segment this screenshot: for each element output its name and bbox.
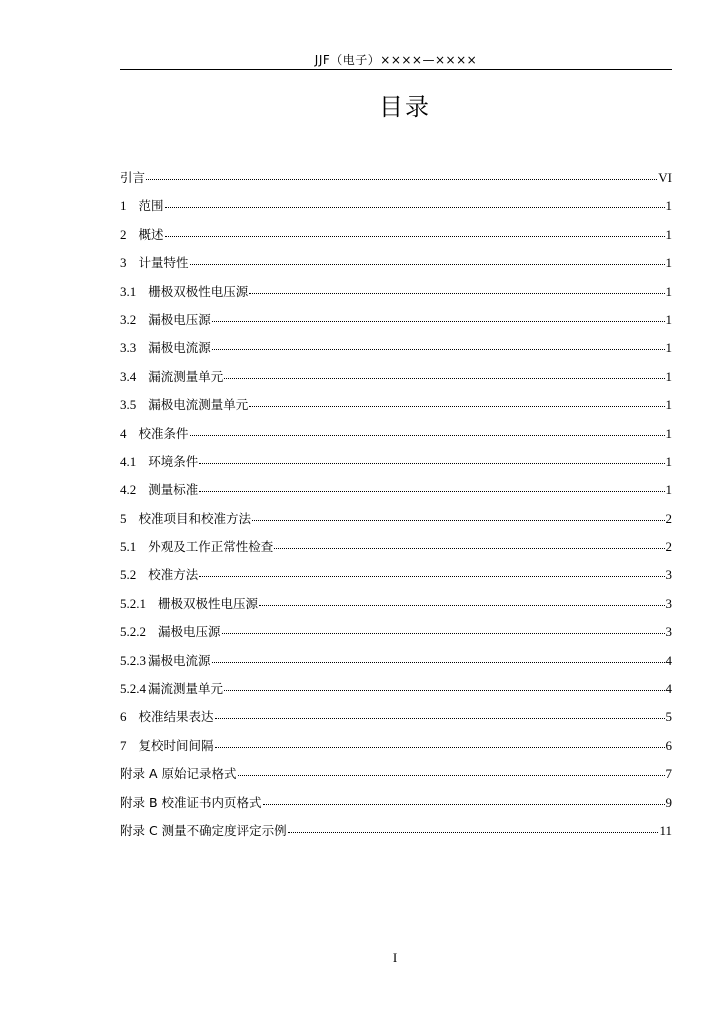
toc-entry-number: 1 [120, 198, 127, 214]
toc-entry-title: 漏极电压源 [158, 624, 221, 640]
toc-entry-page: 1 [665, 283, 672, 299]
toc-entry-title: 漏极电流源 [148, 652, 211, 668]
toc-entry-label [120, 709, 214, 725]
toc-dot-leader [190, 434, 665, 436]
toc-entry-title: 外观及工作正常性检查 [148, 539, 274, 555]
toc-entry-number: 2 [120, 226, 127, 242]
toc-entry-label [120, 397, 248, 413]
toc-dot-leader [165, 206, 665, 208]
toc-entry[interactable] [120, 340, 672, 368]
toc-entry-title: 引言 [120, 170, 146, 185]
toc-entry-label [120, 766, 237, 782]
toc-entry-title: 校准结果表达 [138, 709, 214, 725]
toc-entry-title: 测量标准 [148, 482, 199, 498]
toc-dot-leader [252, 519, 664, 521]
toc-dot-leader [274, 547, 664, 549]
toc-entry[interactable] [120, 596, 672, 624]
toc-entry-title: 附录 A 原始记录格式 [120, 766, 237, 782]
toc-dot-leader [212, 661, 665, 663]
toc-entry-label [120, 823, 287, 839]
toc-entry-title: 漏极电压源 [148, 311, 211, 327]
toc-entry-page: 1 [665, 311, 672, 327]
toc-dot-leader [146, 178, 657, 180]
toc-entry-page: 4 [665, 652, 672, 668]
toc-entry[interactable] [120, 567, 672, 595]
page-title: 目录 [379, 93, 431, 121]
toc-entry-page: 3 [665, 567, 672, 583]
toc-entry-label [120, 681, 223, 697]
toc-entry-label [120, 454, 198, 470]
toc-entry-number: 5 [120, 510, 127, 526]
toc-entry-page: 1 [665, 397, 672, 413]
toc-entry-page: 1 [665, 453, 672, 469]
toc-entry-number: 5.1 [120, 539, 137, 555]
toc-entry-number: 3.1 [120, 283, 137, 299]
toc-entry-number: 5.2.3 [120, 652, 146, 668]
toc-dot-leader [224, 689, 664, 691]
toc-entry[interactable] [120, 198, 672, 226]
toc-entry-page: 2 [665, 539, 672, 555]
toc-dot-leader [199, 575, 664, 577]
toc-dot-leader [190, 263, 665, 265]
toc-dot-leader [249, 292, 664, 294]
toc-entry-number: 5.2.2 [120, 624, 146, 640]
toc-entry-label [120, 624, 221, 640]
toc-entry-label [120, 482, 198, 498]
toc-entry-page: 2 [665, 510, 672, 526]
toc-entry-label [120, 312, 211, 328]
toc-entry[interactable] [120, 539, 672, 567]
toc-entry-title: 栅极双极性电压源 [148, 283, 249, 299]
toc-entry[interactable] [120, 312, 672, 340]
toc-entry-label [120, 426, 189, 442]
toc-entry-label [120, 255, 189, 271]
toc-entry-page: 11 [659, 822, 672, 838]
toc-entry-title: 校准方法 [148, 567, 199, 583]
toc-entry[interactable] [120, 653, 672, 681]
toc-dot-leader [222, 632, 665, 634]
page-number: I [392, 950, 398, 965]
toc-dot-leader [224, 377, 664, 379]
toc-entry[interactable] [120, 397, 672, 425]
toc-entry[interactable] [120, 284, 672, 312]
toc-entry-label [120, 369, 223, 385]
toc-entry[interactable] [120, 681, 672, 709]
toc-entry-number: 5.2 [120, 567, 137, 583]
header-rule [120, 69, 672, 70]
toc-entry[interactable] [120, 227, 672, 255]
toc-dot-leader [199, 462, 664, 464]
toc-entry-page: 1 [665, 482, 672, 498]
toc-entry-page: 3 [665, 595, 672, 611]
toc-entry-title: 漏极电流源 [148, 340, 211, 356]
toc-entry-page: 5 [665, 709, 672, 725]
toc-dot-leader [215, 746, 665, 748]
toc-entry-page: 1 [665, 255, 672, 271]
toc-entry-label [120, 738, 214, 754]
toc-entry-label [120, 340, 211, 356]
toc-entry-label [120, 653, 211, 669]
toc-entry-number: 7 [120, 737, 127, 753]
toc-entry-number: 3.4 [120, 368, 137, 384]
toc-dot-leader [215, 717, 665, 719]
toc-entry-title: 附录 C 测量不确定度评定示例 [120, 822, 287, 838]
toc-entry-title: 计量特性 [138, 255, 189, 271]
toc-entry-title: 漏极电流测量单元 [148, 397, 249, 413]
toc-entry-label [120, 198, 164, 214]
toc-entry-title: 复校时间间隔 [138, 737, 214, 753]
toc-entry-page: 3 [665, 624, 672, 640]
toc-entry-page: 1 [665, 368, 672, 384]
toc-entry-number: 3.5 [120, 397, 137, 413]
toc-entry-title: 校准条件 [138, 425, 189, 441]
toc-entry-label [120, 170, 145, 186]
running-header: JJF（电子）××××—×××× [314, 53, 478, 67]
toc-entry-number: 4.1 [120, 453, 137, 469]
toc-entry[interactable] [120, 369, 672, 397]
toc-dot-leader [238, 774, 665, 776]
toc-entry-title: 范围 [138, 198, 164, 214]
toc-dot-leader [288, 831, 659, 833]
toc-entry[interactable] [120, 709, 672, 737]
toc-entry[interactable] [120, 482, 672, 510]
toc-dot-leader [263, 803, 665, 805]
toc-entry-title: 漏流测量单元 [148, 681, 224, 697]
toc-dot-leader [259, 604, 664, 606]
toc-entry-label [120, 567, 198, 583]
toc-entry[interactable] [120, 795, 672, 823]
toc-entry-title: 概述 [138, 226, 164, 242]
toc-entry[interactable] [120, 624, 672, 652]
toc-entry-page: 9 [665, 794, 672, 810]
toc-dot-leader [212, 348, 665, 350]
toc-entry-label [120, 511, 251, 527]
toc-entry-page: 1 [665, 425, 672, 441]
toc-entry-number: 3.3 [120, 340, 137, 356]
toc-entry-number: 5.2.4 [120, 681, 146, 697]
toc-entry[interactable] [120, 738, 672, 766]
toc-entry-page: 7 [665, 766, 672, 782]
toc-entry-number: 4 [120, 425, 127, 441]
toc-entry-label [120, 596, 258, 612]
toc-dot-leader [199, 490, 664, 492]
toc-entry-number: 3.2 [120, 311, 137, 327]
toc-entry[interactable] [120, 426, 672, 454]
toc-dot-leader [249, 405, 664, 407]
toc-entry-title: 栅极双极性电压源 [158, 595, 259, 611]
toc-entry-page: VI [658, 170, 672, 185]
toc-entry-page: 4 [665, 681, 672, 697]
toc-entry-label [120, 227, 164, 243]
toc-entry[interactable] [120, 255, 672, 283]
toc-entry-title: 校准项目和校准方法 [138, 510, 252, 526]
toc-entry-number: 3 [120, 255, 127, 271]
table-of-contents [120, 170, 672, 851]
toc-entry-label [120, 795, 262, 811]
toc-entry-title: 漏流测量单元 [148, 368, 224, 384]
toc-entry[interactable] [120, 766, 672, 794]
toc-dot-leader [165, 235, 665, 237]
toc-entry-page: 1 [665, 226, 672, 242]
toc-entry[interactable] [120, 170, 672, 198]
toc-entry-title: 环境条件 [148, 453, 199, 469]
toc-entry-number: 5.2.1 [120, 595, 146, 611]
toc-entry-label [120, 539, 273, 555]
toc-entry-page: 1 [665, 198, 672, 214]
toc-entry-number: 6 [120, 709, 127, 725]
toc-entry-number: 4.2 [120, 482, 137, 498]
toc-entry[interactable] [120, 511, 672, 539]
toc-entry[interactable] [120, 823, 672, 851]
toc-entry[interactable] [120, 454, 672, 482]
toc-entry-page: 1 [665, 340, 672, 356]
toc-entry-page: 6 [665, 737, 672, 753]
toc-entry-title: 附录 B 校准证书内页格式 [120, 794, 262, 810]
toc-dot-leader [212, 320, 665, 322]
toc-entry-label [120, 284, 248, 300]
